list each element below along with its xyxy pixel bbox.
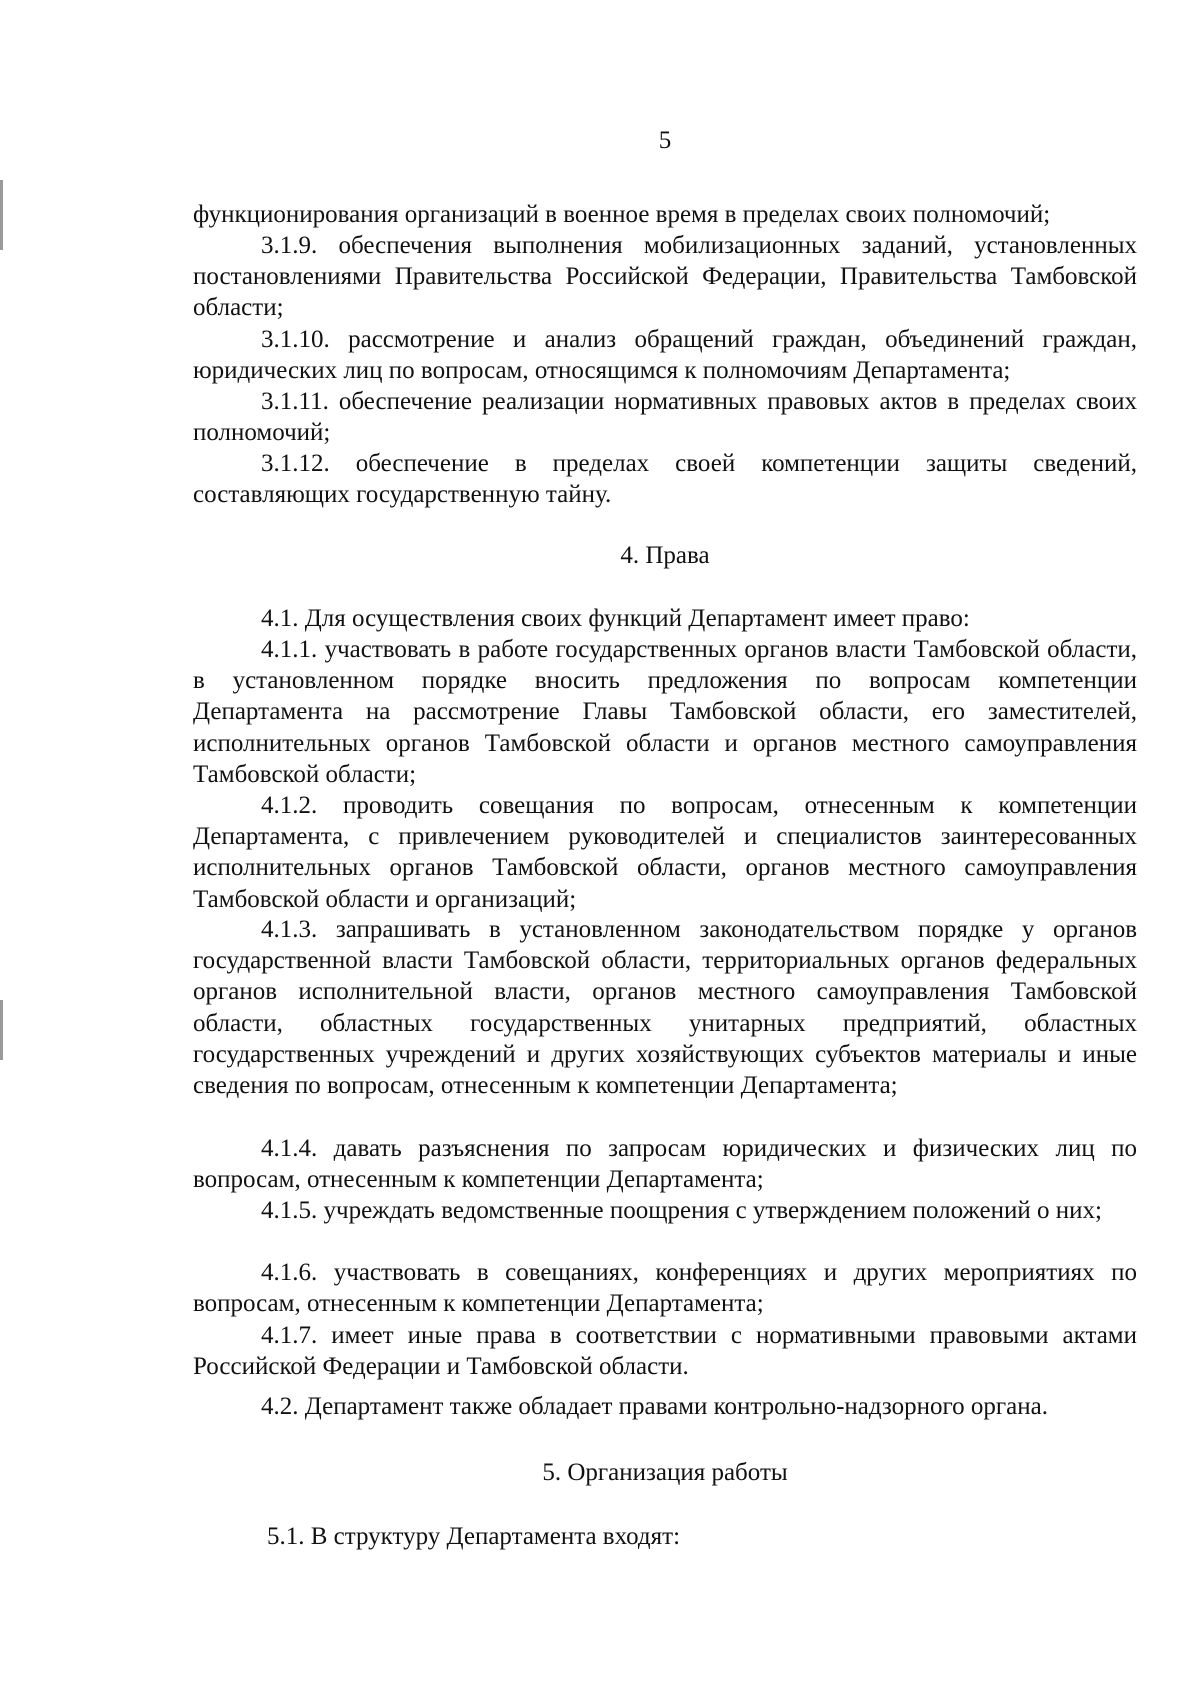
scan-edge-mark: [0, 1000, 3, 1060]
paragraph-continuation: функционирования организаций в военное время в пределах своих полномочий;: [193, 201, 1051, 228]
paragraph-4-1-5: 4.1.5. учреждать ведомственные поощрения с утверждением положений о них;: [261, 1197, 1102, 1224]
paragraph-4-1-6: 4.1.6. участвовать в совещаниях, конференциях и других мероприятиях по вопросам, отнесенным к компетенции Департамента;: [193, 1259, 1137, 1318]
paragraph-5-1: 5.1. В структуру Департамента входят:: [267, 1523, 681, 1550]
page-number: 5: [658, 127, 672, 154]
paragraph-3-1-10: 3.1.10. рассмотрение и анализ обращений граждан, объединений граждан, юридических лиц по вопросам, относящимся к полномочиям Департамента;: [193, 326, 1137, 385]
paragraph-3-1-11: 3.1.11. обеспечение реализации нормативных правовых актов в пределах своих полномочий;: [193, 388, 1137, 447]
paragraph-4-1-7: 4.1.7. имеет иные права в соответствии с нормативными правовыми актами Российской Федерации и Тамбовской области.: [193, 1322, 1137, 1381]
paragraph-4-1-2: 4.1.2. проводить совещания по вопросам, отнесенным к компетенции Департамента, с привлечением руководителей и специалистов заинтересованных исполнительных органов Тамбовской области, органов местного самоуправления Тамбовской области и организаций;: [193, 792, 1137, 913]
section-heading-work-organization: 5. Организация работы: [542, 1459, 788, 1486]
scan-edge-mark: [0, 180, 3, 250]
paragraph-4-1-1: 4.1.1. участвовать в работе государственных органов власти Тамбовской области, в установленном порядке вносить предложения по вопросам компетенции Департамента на рассмотрение Главы Тамбовской области, его заместителей, исполнительных органов Тамбовской области и органов местного самоуправления Тамбовской области;: [193, 636, 1137, 788]
paragraph-4-1-4: 4.1.4. давать разъяснения по запросам юридических и физических лиц по вопросам, отнесенным к компетенции Департамента;: [193, 1135, 1137, 1194]
paragraph-3-1-12: 3.1.12. обеспечение в пределах своей компетенции защиты сведений, составляющих государственную тайну.: [193, 450, 1137, 509]
paragraph-4-1: 4.1. Для осуществления своих функций Департамент имеет право:: [261, 605, 970, 632]
paragraph-4-2: 4.2. Департамент также обладает правами контрольно-надзорного органа.: [261, 1393, 1048, 1420]
section-heading-rights: 4. Права: [620, 542, 710, 569]
paragraph-4-1-3: 4.1.3. запрашивать в установленном законодательством порядке у органов государственной власти Тамбовской области, территориальных органов федеральных органов исполнительной власти, органов местного самоуправления Тамбовской области, областных государственных унитарных предприятий, областных государственных учреждений и других хозяйствующих субъектов материалы и иные сведения по вопросам, отнесенным к компетенции Департамента;: [193, 916, 1137, 1100]
paragraph-3-1-9: 3.1.9. обеспечения выполнения мобилизационных заданий, установленных постановлениями Правительства Российской Федерации, Правительства Тамбовской области;: [193, 232, 1137, 322]
